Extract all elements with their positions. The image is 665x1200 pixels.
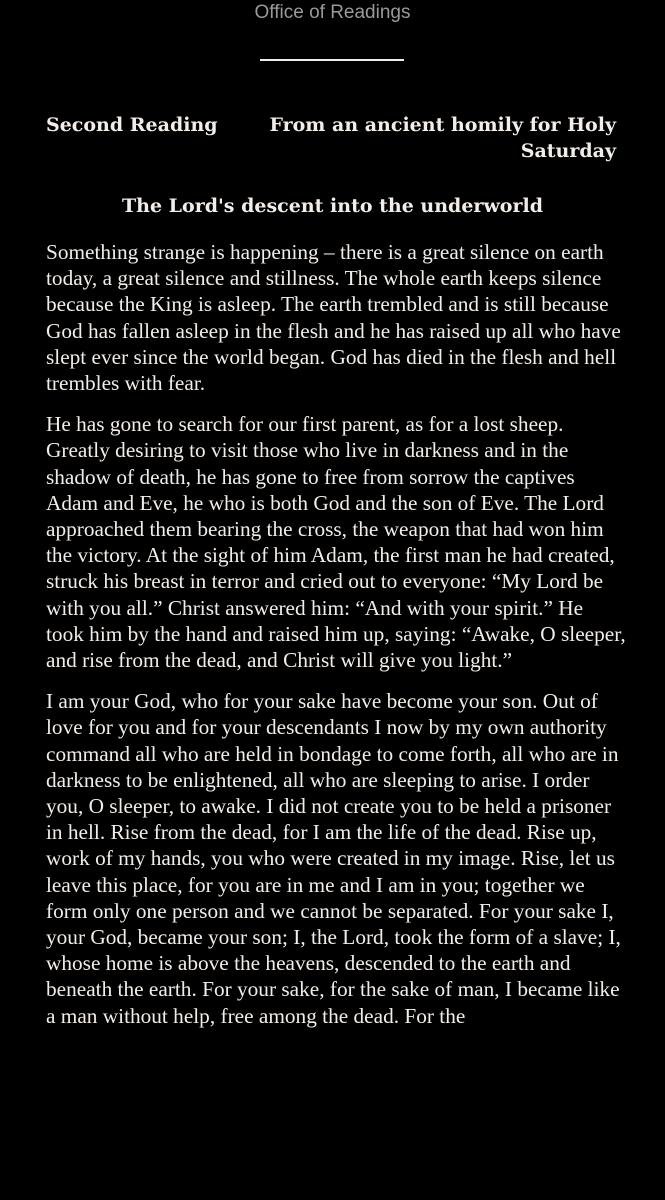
reading-paragraph-1: Something strange is happening – there is a great silence on earth today, a great silence and stillness. The whole earth keeps silence because the King is asleep. The earth trembled and is still because God has fallen asleep in the flesh and he has raised up all who have slept ever since the world began. God has died in the flesh and hell trembles with fear. — [46, 240, 621, 396]
title-divider — [260, 59, 404, 61]
reading-title: The Lord's descent into the underworld — [122, 195, 543, 217]
reading-paragraph-3: I am your God, who for your sake have become your son. Out of love for you and for your descendants I now by my own authority command all who are held in bondage to come forth, all who are in darkness to be enlightened, all who are sleeping to arise. I order you, O sleeper, to awake. I did not create you to be held a prisoner in hell. Rise from the dead, for I am the life of the dead. Rise up, work of my hands, you who were created in my image. Rise, let us leave this place, for you are in me and I am in you; together we form only one person and we cannot be separated. For your sake I, your God, became your son; I, the Lord, took the form of a slave; I, whose home is above the heavens, descended to the earth and beneath the earth. For your sake, for the sake of man, I became like a man without help, free among the dead. For the — [46, 689, 621, 1028]
page-title: Office of Readings — [254, 2, 411, 23]
reading-paragraph-2: He has gone to search for our first parent, as for a lost sheep. Greatly desiring to visit those who live in darkness and in the shadow of death, he has gone to free from sorrow the captives Adam and Eve, he who is both God and the son of Eve. The Lord approached them bearing the cross, the weapon that had won him the victory. At the sight of him Adam, the first man he had created, struck his breast in terror and cried out to everyone: “My Lord be with you all.” Christ answered him: “And with your spirit.” He took him by the hand and raised him up, saying: “Awake, O sleeper, and rise from the dead, and Christ will give you light.” — [46, 412, 626, 673]
reading-body — [46, 239, 626, 1044]
reading-label: Second Reading — [46, 114, 218, 136]
reading-source: From an ancient homily for Holy Saturday — [269, 114, 616, 162]
